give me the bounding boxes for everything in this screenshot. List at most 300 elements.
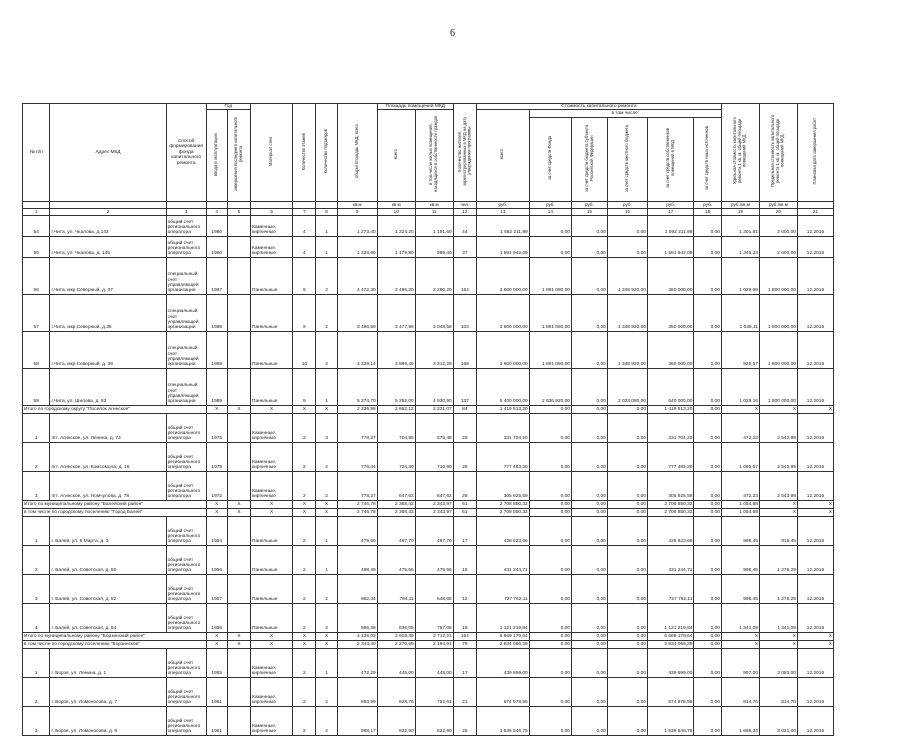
table-cell: 2 343,97 xyxy=(415,500,453,508)
table-cell: 0,00 xyxy=(571,706,607,735)
table-cell: 1 348 920,00 xyxy=(607,257,647,294)
table-cell: 28 xyxy=(453,413,476,442)
table-cell: 25 xyxy=(453,706,476,735)
table-cell: 0,00 xyxy=(529,471,571,500)
table-cell: 0,00 xyxy=(571,413,607,442)
table-cell: 1 800 000,00 xyxy=(759,331,797,368)
table-cell: X xyxy=(206,500,227,508)
table-cell: 1 341,09 xyxy=(721,603,759,632)
table-cell: 727 762,11 xyxy=(647,574,693,603)
table-cell: 0,00 xyxy=(571,545,607,574)
table-cell: 428 623,66 xyxy=(647,516,693,545)
table-cell: специальный счет управляющей организации xyxy=(166,257,206,294)
table-cell: X xyxy=(251,500,293,508)
table-cell: 0,00 xyxy=(529,603,571,632)
table-cell: 2 343,40 xyxy=(337,640,377,648)
subtotal-row xyxy=(23,405,834,413)
table-row xyxy=(23,257,834,294)
table-cell: 0,00 xyxy=(694,471,722,500)
table-cell: 0,00 xyxy=(571,640,607,648)
table-cell: 169 xyxy=(453,331,476,368)
table-cell: 305 925,59 xyxy=(647,471,693,500)
table-cell: X xyxy=(206,405,227,413)
unit-cell xyxy=(23,201,50,208)
table-cell: X xyxy=(293,508,316,516)
table-cell: 439 899,00 xyxy=(647,648,693,677)
table-cell: 0,00 xyxy=(607,508,647,516)
table-cell: 3 xyxy=(316,413,337,442)
table-row xyxy=(23,236,834,257)
table-cell: 5 274,70 xyxy=(337,368,377,405)
table-cell: г.Чита, ул. Шилова, д. 93 xyxy=(50,368,166,405)
table-cell: 0,00 xyxy=(529,442,571,471)
table-cell: 2 343,97 xyxy=(415,508,453,516)
table-cell: 0,00 xyxy=(694,500,722,508)
table-cell: 1 668,34 xyxy=(721,706,759,735)
table-cell: 4 xyxy=(293,236,316,257)
table-cell: 0,00 xyxy=(571,215,607,236)
table-cell: 12.2016 xyxy=(797,545,833,574)
table-cell: 84 xyxy=(453,405,476,413)
subtotal-label: Итого по муниципальному району "Борзинский район" xyxy=(23,632,207,640)
table-cell: 2 xyxy=(316,706,337,735)
table-cell: общий счет регионального оператора xyxy=(166,236,206,257)
table-cell: 76 xyxy=(453,640,476,648)
table-cell xyxy=(227,545,250,574)
table-cell: 0,00 xyxy=(694,545,722,574)
table-cell: 1 179,80 xyxy=(377,236,415,257)
table-cell: 1 536 546,75 xyxy=(647,706,693,735)
col-address-header: Адрес МКД xyxy=(50,104,166,202)
table-cell: 989,40 xyxy=(415,236,453,257)
col-entrances-header: Количество подъездов xyxy=(316,104,337,202)
table-cell xyxy=(227,215,250,236)
table-cell: г. Балей, ул. 8 Марта, д. 3 xyxy=(50,516,166,545)
table-cell: 3 600 000,00 xyxy=(476,294,529,331)
table-cell: 0,00 xyxy=(571,574,607,603)
table-cell: 360 000,00 xyxy=(647,294,693,331)
table-cell: 1 800 000,00 xyxy=(759,368,797,405)
table-cell: Каменные, кирпичные xyxy=(251,442,293,471)
table-cell: 1 891 080,00 xyxy=(529,331,571,368)
col-cost-all-header: всего xyxy=(476,110,529,201)
table-cell: 479,50 xyxy=(337,516,377,545)
col-limit-cost-header: Предельная стоимость капитального ремонта 1 кв. м. общей площади помещений МКД xyxy=(759,104,797,202)
table-cell: X xyxy=(316,500,337,508)
table-cell: 54 xyxy=(23,215,50,236)
col-other-sources-header: за счет средств иных источников xyxy=(694,118,722,201)
column-index-cell: 9 xyxy=(337,208,377,215)
table-cell: 0,00 xyxy=(529,706,571,735)
column-index-cell: 8 xyxy=(316,208,337,215)
table-cell: 0,00 xyxy=(694,368,722,405)
table-cell: 0,00 xyxy=(607,405,647,413)
table-cell: 3 496,59 xyxy=(337,294,377,331)
table-cell: 472,23 xyxy=(721,413,759,442)
table-cell: 3 600 000,00 xyxy=(476,331,529,368)
table-cell: 1 800 000,00 xyxy=(759,257,797,294)
column-index-cell: 15 xyxy=(571,208,607,215)
table-cell: 2 023 080,00 xyxy=(607,368,647,405)
table-cell: Панельные xyxy=(251,603,293,632)
table-cell: 2 xyxy=(316,574,337,603)
col-subject-budget-header: за счет средств бюджета субъекта Российской Федерации xyxy=(571,118,607,201)
table-cell: 3 290,20 xyxy=(415,257,453,294)
table-cell: X xyxy=(759,508,797,516)
table-cell: 2 331,07 xyxy=(415,405,453,413)
col-year-op-header: ввода в эксплуатацию xyxy=(206,110,227,201)
table-row xyxy=(23,545,834,574)
table-cell: 431 244,71 xyxy=(476,545,529,574)
column-index-cell: 3 xyxy=(166,208,206,215)
table-cell: 1 891 080,00 xyxy=(529,257,571,294)
table-cell: 0,00 xyxy=(571,405,607,413)
table-cell: 498,49 xyxy=(337,545,377,574)
repair-program-table xyxy=(22,103,834,736)
table-cell: 814,70 xyxy=(759,677,797,706)
col-floors-header: Количество этажей xyxy=(293,104,316,202)
table-cell: 2 xyxy=(293,413,316,442)
table-cell: 2 368,42 xyxy=(377,500,415,508)
table-cell: специальный счет управляющей организации xyxy=(166,331,206,368)
table-cell: X xyxy=(206,632,227,640)
unit-cell: руб. xyxy=(694,201,722,208)
table-cell: 2 834 066,39 xyxy=(476,640,529,648)
table-cell xyxy=(227,471,250,500)
table-cell: 0,00 xyxy=(571,603,607,632)
table-cell: 17 xyxy=(453,516,476,545)
table-cell: 647,62 xyxy=(415,471,453,500)
table-cell: 710,90 xyxy=(415,442,453,471)
table-cell: г. Борзя, ул. Ломоносова, д. 9 xyxy=(50,706,166,735)
table-cell: 2 368,42 xyxy=(377,508,415,516)
table-cell: 1987 xyxy=(206,257,227,294)
table-cell: 3 021,00 xyxy=(759,706,797,735)
table-cell: 0,00 xyxy=(694,413,722,442)
table-cell: 0,00 xyxy=(694,257,722,294)
unit-cell: руб. xyxy=(476,201,529,208)
table-cell: 475,56 xyxy=(377,545,415,574)
col-specific-cost-header: Удельная стоимость капитального ремонта 1 кв. м. общей площади помещений МКД xyxy=(721,104,759,202)
table-cell: 61 xyxy=(453,508,476,516)
table-cell: 1 348 920,00 xyxy=(607,331,647,368)
unit-cell xyxy=(797,201,833,208)
table-cell xyxy=(227,236,250,257)
column-index-cell: 20 xyxy=(759,208,797,215)
table-cell: 2 708 850,32 xyxy=(476,500,529,508)
table-cell: 6 669 179,64 xyxy=(476,632,529,640)
table-cell: 360 000,00 xyxy=(647,257,693,294)
table-cell: 3 889,49 xyxy=(377,331,415,368)
table-cell: 1 224,20 xyxy=(377,215,415,236)
table-cell: 472,29 xyxy=(337,648,377,677)
table-cell: общий счет регионального оператора xyxy=(166,413,206,442)
table-cell: 154 xyxy=(453,632,476,640)
table-cell: 2 xyxy=(293,442,316,471)
table-cell: X xyxy=(797,640,833,648)
table-cell: г.Чита, мкр.Северный, д. 37 xyxy=(50,257,166,294)
table-cell: 12.2016 xyxy=(797,603,833,632)
table-cell: общий счет регионального оператора xyxy=(166,545,206,574)
table-cell: г. Борзя, ул. Ленина, д. 1 xyxy=(50,648,166,677)
table-cell: 1 054,68 xyxy=(721,500,759,508)
table-cell: 1 800 000,00 xyxy=(759,294,797,331)
table-cell: Каменные, кирпичные xyxy=(251,471,293,500)
table-cell: X xyxy=(316,632,337,640)
table-cell: X xyxy=(759,640,797,648)
table-cell: 0,00 xyxy=(529,648,571,677)
table-cell: 0,00 xyxy=(571,471,607,500)
table-cell: 1955 xyxy=(206,648,227,677)
table-cell: 4 930,90 xyxy=(415,368,453,405)
table-cell: 822,90 xyxy=(377,706,415,735)
table-cell: 28 xyxy=(453,471,476,500)
table-cell: 1989 xyxy=(206,331,227,368)
table-cell: 0,00 xyxy=(694,331,722,368)
table-cell: 0,00 xyxy=(607,640,647,648)
table-cell: 727 762,11 xyxy=(476,574,529,603)
table-cell: Каменные, кирпичные xyxy=(251,215,293,236)
column-index-cell: 14 xyxy=(529,208,571,215)
table-cell: 1 xyxy=(23,413,50,442)
unit-cell xyxy=(50,201,166,208)
table-cell xyxy=(227,442,250,471)
table-cell: 2 xyxy=(293,648,316,677)
table-cell: Панельные xyxy=(251,257,293,294)
column-index-cell: 7 xyxy=(293,208,316,215)
table-cell: 886,38 xyxy=(337,603,377,632)
table-cell: 2 543,99 xyxy=(759,413,797,442)
table-cell: 1 419 513,20 xyxy=(647,405,693,413)
table-cell xyxy=(227,648,250,677)
table-cell: 0,00 xyxy=(607,545,647,574)
table-cell: 998,45 xyxy=(721,516,759,545)
column-index-cell: 11 xyxy=(415,208,453,215)
table-cell: X xyxy=(316,405,337,413)
table-cell: 1 095,67 xyxy=(721,442,759,471)
table-cell: общий счет регионального оператора xyxy=(166,215,206,236)
table-cell: 3 xyxy=(23,471,50,500)
table-cell: 1988 xyxy=(206,294,227,331)
table-cell: общий счет регионального оператора xyxy=(166,574,206,603)
table-cell: 776,44 xyxy=(337,442,377,471)
table-cell: г. Борзя, ул. Ломоносова, д. 7 xyxy=(50,677,166,706)
table-cell: 2 600,00 xyxy=(759,215,797,236)
table-cell: X xyxy=(721,405,759,413)
table-cell: 0,00 xyxy=(694,648,722,677)
table-cell: 1956 xyxy=(206,545,227,574)
table-row xyxy=(23,603,834,632)
table-cell: 3 600 000,00 xyxy=(476,257,529,294)
subtotal-row xyxy=(23,632,834,640)
table-cell: X xyxy=(251,405,293,413)
year-group-header: Год xyxy=(206,104,250,110)
table-cell: 2 xyxy=(23,442,50,471)
table-cell: X xyxy=(293,405,316,413)
table-cell: 2 xyxy=(293,471,316,500)
table-cell: 997,00 xyxy=(721,648,759,677)
table-row xyxy=(23,706,834,735)
table-cell: 0,00 xyxy=(694,574,722,603)
table-cell: 2 xyxy=(316,677,337,706)
table-cell: 472,23 xyxy=(721,471,759,500)
table-cell: 0,00 xyxy=(529,516,571,545)
unit-cell: кв.м xyxy=(415,201,453,208)
table-cell: 778,27 xyxy=(337,413,377,442)
table-cell: 9 xyxy=(293,294,316,331)
table-row xyxy=(23,294,834,331)
table-cell: 1 xyxy=(316,545,337,574)
table-cell: 2 xyxy=(293,677,316,706)
table-cell: 1 xyxy=(316,368,337,405)
subtotal-label: Итого по городскому округу "Поселок Агинское" xyxy=(23,405,207,413)
table-cell: 0,00 xyxy=(607,413,647,442)
table-cell: X xyxy=(759,500,797,508)
table-cell: 1 276,29 xyxy=(759,574,797,603)
table-cell: X xyxy=(316,508,337,516)
table-cell: г. Балей, ул. Советская, д. 50 xyxy=(50,545,166,574)
table-cell: X xyxy=(251,508,293,516)
table-cell: 1 536 546,75 xyxy=(476,706,529,735)
table-cell: общий счет регионального оператора xyxy=(166,677,206,706)
table-cell: 3 xyxy=(23,574,50,603)
table-cell: г.Чита, ул. Чкалова, д.143 xyxy=(50,215,166,236)
table-cell: 58 xyxy=(23,331,50,368)
table-row xyxy=(23,442,834,471)
table-cell: Панельные xyxy=(251,368,293,405)
table-cell: 12.2016 xyxy=(797,516,833,545)
units-row xyxy=(23,201,834,208)
table-cell: Панельные xyxy=(251,545,293,574)
table-cell: 0,00 xyxy=(694,677,722,706)
table-body xyxy=(23,215,834,735)
table-cell: X xyxy=(227,632,250,640)
table-cell: 12.2016 xyxy=(797,677,833,706)
table-row xyxy=(23,516,834,545)
table-cell: 12.2016 xyxy=(797,648,833,677)
table-cell: 1 xyxy=(23,648,50,677)
table-cell: 0,00 xyxy=(529,500,571,508)
table-cell: 0,00 xyxy=(607,215,647,236)
unit-cell: кв.м xyxy=(377,201,415,208)
table-cell xyxy=(227,516,250,545)
table-cell xyxy=(227,603,250,632)
table-cell: 2 xyxy=(293,545,316,574)
table-cell: 2 194,91 xyxy=(415,640,453,648)
table-cell: 431 244,71 xyxy=(647,545,693,574)
table-cell: 439 899,00 xyxy=(476,648,529,677)
table-cell: специальный счет управляющей организации xyxy=(166,368,206,405)
table-cell: X xyxy=(251,640,293,648)
table-cell xyxy=(227,257,250,294)
column-index-cell: 5 xyxy=(227,208,250,215)
table-cell: 0,00 xyxy=(571,500,607,508)
table-row xyxy=(23,677,834,706)
table-cell: 445,00 xyxy=(415,648,453,677)
table-cell: 4 472,30 xyxy=(337,257,377,294)
column-index-row xyxy=(23,208,834,215)
table-cell: 2 746,78 xyxy=(337,508,377,516)
table-cell: X xyxy=(251,632,293,640)
table-cell: 2 708 850,32 xyxy=(476,508,529,516)
table-cell: 1 028,16 xyxy=(721,368,759,405)
table-row xyxy=(23,331,834,368)
column-index-cell: 18 xyxy=(694,208,722,215)
col-num-header: № п/п xyxy=(23,104,50,202)
table-cell: 5 400 000,00 xyxy=(476,368,529,405)
subtotal-label: в том числе по городскому поселению "Борзинское" xyxy=(23,640,207,648)
column-index-cell: 4 xyxy=(206,208,227,215)
table-cell: 0,00 xyxy=(529,413,571,442)
table-cell: 467,70 xyxy=(377,516,415,545)
table-cell: 0,00 xyxy=(607,471,647,500)
table-cell: 3 496,20 xyxy=(377,257,415,294)
table-cell: г.Чита, мкр.Северный, д.38 xyxy=(50,294,166,331)
table-cell: X xyxy=(797,405,833,413)
table-cell: 9 xyxy=(293,368,316,405)
table-cell: 0,00 xyxy=(529,677,571,706)
table-cell: 12.2016 xyxy=(797,368,833,405)
table-cell: 0,00 xyxy=(571,294,607,331)
table-cell: 2 600,00 xyxy=(759,236,797,257)
table-cell: 1989 xyxy=(206,368,227,405)
table-cell: г. Балей, ул. Советская, д. 52 xyxy=(50,574,166,603)
table-cell: 0,00 xyxy=(607,236,647,257)
table-cell: 0,00 xyxy=(607,677,647,706)
table-cell: X xyxy=(797,632,833,640)
table-cell: 2 xyxy=(316,603,337,632)
table-cell: 2 xyxy=(316,331,337,368)
table-cell: 360 000,00 xyxy=(647,331,693,368)
table-cell: X xyxy=(206,640,227,648)
table-cell: X xyxy=(721,640,759,648)
table-cell: X xyxy=(293,632,316,640)
table-cell: 2 746,78 xyxy=(337,500,377,508)
table-cell: 1 191,60 xyxy=(415,215,453,236)
table-cell: 988,17 xyxy=(337,706,377,735)
col-owners-header: за счет средств собственников помещений в МКД xyxy=(647,118,693,201)
table-cell: 0,00 xyxy=(571,257,607,294)
table-cell: 893,99 xyxy=(337,677,377,706)
table-cell: 2 xyxy=(316,294,337,331)
table-cell: 3 312,29 xyxy=(415,331,453,368)
table-cell: 1 276,29 xyxy=(759,545,797,574)
table-cell: 2 xyxy=(293,516,316,545)
incl-group-header: в том числе: xyxy=(529,110,721,118)
column-index-cell: 2 xyxy=(50,208,166,215)
table-cell: 1 273,40 xyxy=(337,215,377,236)
table-cell: 0,00 xyxy=(571,442,607,471)
table-cell: 5 252,00 xyxy=(377,368,415,405)
table-cell: 916,45 xyxy=(759,516,797,545)
table-row xyxy=(23,648,834,677)
table-cell: 828,76 xyxy=(377,677,415,706)
table-cell: 331 704,20 xyxy=(476,413,529,442)
unit-cell xyxy=(166,201,206,208)
table-cell: 0,00 xyxy=(529,405,571,413)
table-cell: 1960 xyxy=(206,215,227,236)
table-cell: 0,00 xyxy=(694,508,722,516)
table-cell: 0,00 xyxy=(571,236,607,257)
column-index-cell: 17 xyxy=(647,208,693,215)
table-cell: г.Чита, ул. Чкалова, д. 145 xyxy=(50,236,166,257)
table-cell: 0,00 xyxy=(529,508,571,516)
table-cell: 2 336,98 xyxy=(337,405,377,413)
table-cell: X xyxy=(227,405,250,413)
table-cell: X xyxy=(227,500,250,508)
table-cell: Каменные, кирпичные xyxy=(251,413,293,442)
table-cell: 2 xyxy=(293,603,316,632)
